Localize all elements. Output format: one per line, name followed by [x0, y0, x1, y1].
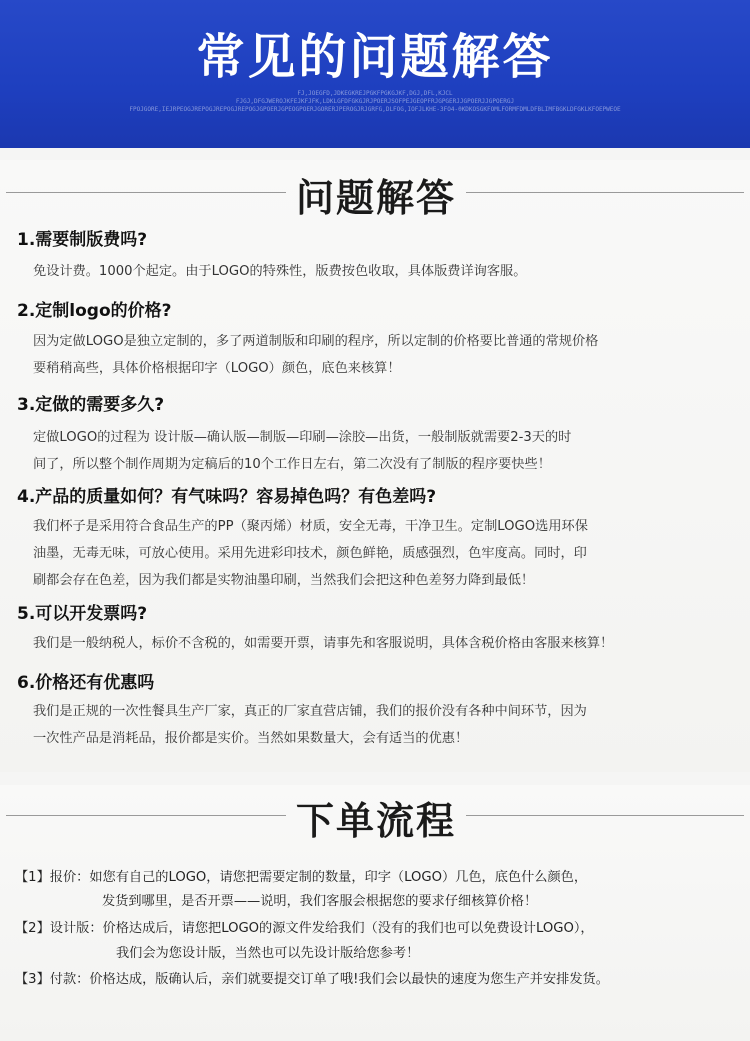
faq-answer: [33, 630, 733, 657]
faq-question: 2.定制logo的价格?: [17, 301, 172, 321]
faq-question: 5.可以开发票吗?: [17, 604, 148, 624]
faq-answer-line: 我们是正规的一次性餐具生产厂家，真正的厂家直营店铺，我们的报价没有各种中间环节，因为: [33, 704, 587, 719]
faq-question: 1.需要制版费吗?: [17, 230, 148, 250]
faq-answer-line: 我们是一般纳税人，标价不含税的，如需要开票，请事先和客服说明，具体含税价格由客服来核算！: [33, 636, 614, 651]
divider: [466, 192, 744, 193]
banner-title: 常见的问题解答: [196, 29, 554, 85]
faq-answer-line: 定做LOGO的过程为 设计版—确认版—制版—印刷—涂胶—出货，一般制版就需要2-3天的时: [33, 430, 572, 445]
divider: [6, 815, 286, 816]
faq-answer-line: 要稍稍高些，具体价格根据印字（LOGO）颜色，底色来核算！: [33, 361, 401, 376]
faq-answer-line: 免设计费。1000个起定。由于LOGO的特殊性，版费按色收取，具体版费详询客服。: [33, 264, 527, 279]
faq-answer: [33, 258, 733, 285]
faq-answer-line: 油墨，无毒无味，可放心使用。采用先进彩印技术，颜色鲜艳，质感强烈，色牢度高。同时，印: [33, 546, 587, 561]
faq-answer-line: 间了，所以整个制作周期为定稿后的10个工作日左右，第二次没有了制版的程序要快些！: [33, 457, 551, 472]
faq-answer-line: 一次性产品是消耗品，报价都是实价。当然如果数量大，会有适当的优惠！: [33, 731, 469, 746]
faq-answer: [33, 424, 733, 478]
order-step-line: 【1】报价：如您有自己的LOGO，请您把需要定制的数量，印字（LOGO）几色，底色什么颜色，: [15, 870, 588, 885]
faq-question: 6.价格还有优惠吗: [17, 673, 155, 693]
order-step-line: 【3】付款：价格达成，版确认后，亲们就要提交订单了哦!我们会以最快的速度为您生产并安排发货。: [15, 972, 609, 987]
banner-subtext-line: FJGJ,DFGJWEROJKFEJKFJFK,LDKLGFDFGKGJRJPOERJSOFPEJGEOPFRJGPGERJJGPOERJJGPOERGJ: [235, 98, 515, 105]
faq-answer-line: 因为定做LOGO是独立定制的，多了两道制版和印刷的程序，所以定制的价格要比普通的常规价格: [33, 334, 599, 349]
faq-question: 4.产品的质量如何？有气味吗？容易掉色吗？有色差吗?: [17, 487, 437, 507]
faq-answer: [33, 513, 733, 594]
banner-subtext-line: FJ,JOEGFD,JDKEGKREJPGKFPGKGJKF,DGJ,DFL,KJCL: [297, 90, 453, 97]
order-section-header: [0, 786, 750, 846]
faq-answer-line: 我们杯子是采用符合食品生产的PP（聚丙烯）材质，安全无毒，干净卫生。定制LOGO选用环保: [33, 519, 588, 534]
header-banner: [0, 0, 750, 148]
faq-answer: [33, 328, 733, 382]
faq-question: 3.定做的需要多久?: [17, 395, 165, 415]
faq-section-header: [0, 163, 750, 223]
order-step-line: 【2】设计版：价格达成后，请您把LOGO的源文件发给我们（没有的我们也可以免费设计LOGO），: [15, 921, 594, 936]
faq-answer-line: 刷都会存在色差，因为我们都是实物油墨印刷，当然我们会把这种色差努力降到最低！: [33, 573, 535, 588]
faq-answer: [33, 698, 733, 752]
order-heading: 下单流程: [295, 799, 456, 843]
order-step-line: 我们会为您设计版，当然也可以先设计版给您参考！: [116, 946, 420, 961]
order-step-line: 发货到哪里，是否开票——说明，我们客服会根据您的要求仔细核算价格！: [102, 894, 538, 909]
faq-heading: 问题解答: [295, 176, 456, 220]
banner-subtext-line: FPOJGORE,IEJRPEOGJREPOGJREPOGJREPOGJGPOERJGPEOGPOERJGORERJPEROGJRJGRFG,DLFOG,IOFJLKHE-3FO4-0KDKOSGKFOMLFORMFDMLDFBLIMFBGKLDFGKLKFOEPWEOE: [129, 106, 621, 113]
divider: [6, 192, 286, 193]
divider: [466, 815, 744, 816]
